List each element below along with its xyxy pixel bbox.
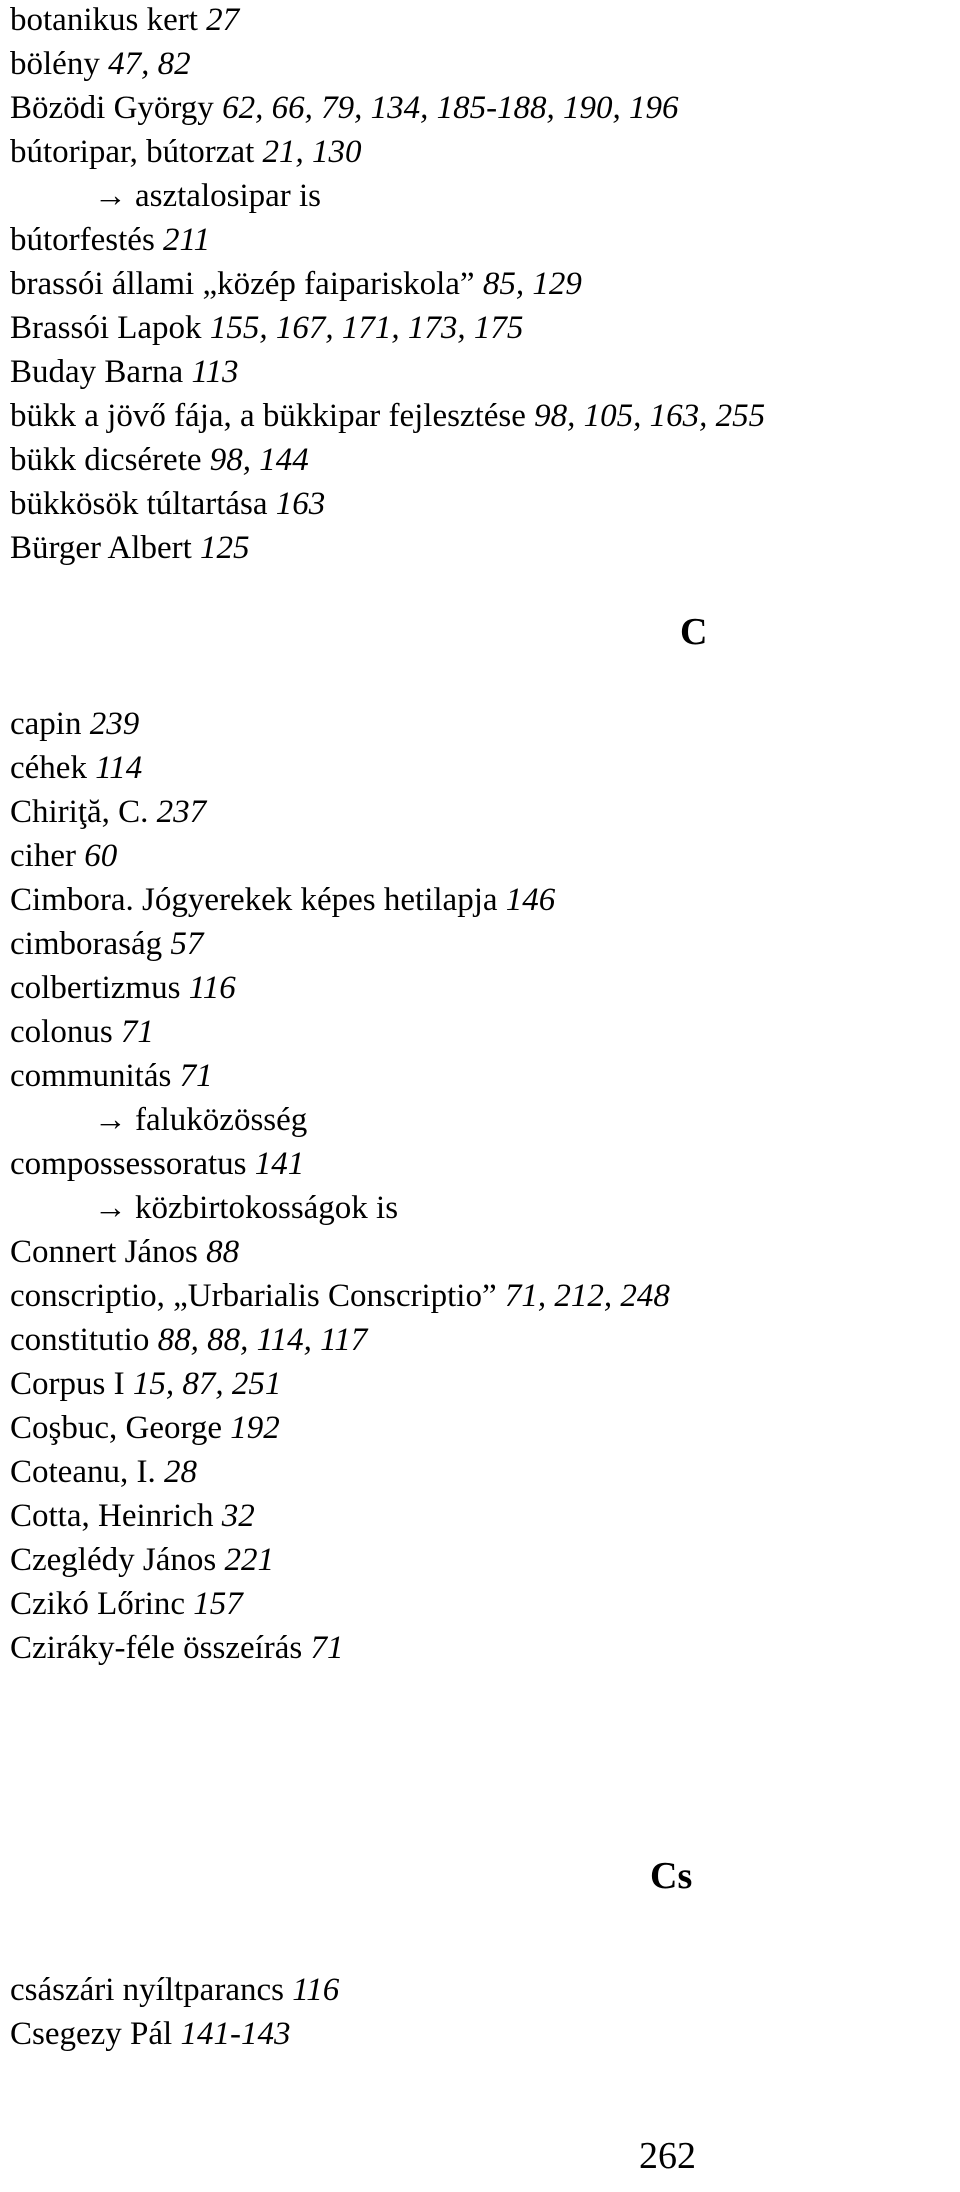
entry-term: Chiriţă, C. [10,794,149,830]
entry-pages: 88, 88, 114, 117 [157,1322,368,1358]
index-entry [10,1364,281,1404]
index-entry [10,924,203,964]
entry-pages: 237 [156,794,207,830]
reference-term: faluközösség [135,1102,308,1138]
entry-term: constitutio [10,1322,150,1358]
entry-pages: 239 [89,706,140,742]
entry-term: cimboraság [10,926,163,962]
index-entry [10,440,309,480]
entry-term: Buday Barna [10,354,184,390]
entry-pages: 71 [179,1058,213,1094]
entry-term: capin [10,706,82,742]
entry-pages: 21, 130 [262,134,362,170]
entry-term: compossessoratus [10,1146,247,1182]
entry-pages: 27 [206,2,240,38]
cross-reference [94,1100,307,1140]
entry-term: császári nyíltparancs [10,1972,284,2008]
section-heading-c: C [680,611,708,653]
section-heading-cs: Cs [650,1855,693,1897]
entry-pages: 114 [95,750,143,786]
index-entry [10,1056,213,1096]
entry-pages: 141-143 [180,2016,291,2052]
entry-term: Csegezy Pál [10,2016,173,2052]
entry-term: brassói állami „közép faipariskola” [10,266,475,302]
index-entry [10,484,325,524]
cross-reference [94,1188,398,1228]
entry-term: Bürger Albert [10,530,192,566]
index-entry [10,1970,339,2010]
entry-pages: 221 [224,1542,274,1578]
cross-reference [94,176,321,216]
entry-term: Coteanu, I. [10,1454,156,1490]
index-entry [10,836,117,876]
entry-term: Czeglédy János [10,1542,217,1578]
index-entry [10,880,555,920]
entry-term: bútoripar, bútorzat [10,134,255,170]
entry-term: bölény [10,46,100,82]
entry-pages: 141 [254,1146,305,1182]
entry-term: conscriptio, „Urbarialis Conscriptio” [10,1278,497,1314]
entry-pages: 71 [310,1630,344,1666]
entry-term: Brassói Lapok [10,310,202,346]
page-number: 262 [639,2135,696,2177]
index-entry [10,1540,274,1580]
entry-term: Cotta, Heinrich [10,1498,214,1534]
entry-term: colbertizmus [10,970,181,1006]
entry-term: Connert János [10,1234,198,1270]
entry-term: Cziráky-féle összeírás [10,1630,303,1666]
index-entry [10,2014,290,2054]
index-entry [10,792,206,832]
index-entry [10,1496,255,1536]
entry-term: céhek [10,750,87,786]
entry-pages: 32 [221,1498,255,1534]
index-entry [10,704,139,744]
entry-pages: 146 [505,882,556,918]
entry-term: bútorfestés [10,222,155,258]
arrow-right-icon: → [94,1190,127,1226]
entry-pages: 211 [163,222,211,258]
entry-term: ciher [10,838,76,874]
entry-pages: 98, 144 [209,442,309,478]
index-entry [10,528,250,568]
index-entry [10,1452,197,1492]
entry-pages: 88 [206,1234,240,1270]
index-entry [10,132,362,172]
entry-term: botanikus kert [10,2,198,38]
entry-term: Corpus I [10,1366,125,1402]
entry-term: bükk dicsérete [10,442,202,478]
index-entry [10,396,765,436]
index-entry [10,1628,344,1668]
entry-pages: 15, 87, 251 [132,1366,282,1402]
entry-pages: 62, 66, 79, 134, 185-188, 190, 196 [222,90,679,126]
entry-term: bükk a jövő fája, a bükkipar fejlesztése [10,398,526,434]
entry-term: Coşbuc, George [10,1410,223,1446]
entry-term: Cimbora. Jógyerekek képes hetilapja [10,882,498,918]
entry-pages: 113 [191,354,239,390]
entry-pages: 71 [120,1014,154,1050]
entry-pages: 116 [292,1972,340,2008]
index-entry [10,264,582,304]
entry-pages: 163 [275,486,326,522]
entry-pages: 125 [200,530,250,566]
reference-term: asztalosipar is [135,178,322,214]
index-entry [10,1320,367,1360]
entry-pages: 57 [170,926,204,962]
index-entry [10,44,191,84]
index-entry [10,220,210,260]
index-entry [10,968,236,1008]
index-entry [10,1012,154,1052]
entry-term: Bözödi György [10,90,214,126]
index-entry [10,1144,304,1184]
index-entry [10,352,239,392]
index-entry [10,1232,239,1272]
entry-pages: 98, 105, 163, 255 [534,398,766,434]
index-entry [10,1276,670,1316]
entry-term: Czikó Lőrinc [10,1586,186,1622]
entry-term: colonus [10,1014,113,1050]
entry-pages: 60 [84,838,118,874]
arrow-right-icon: → [94,1102,127,1138]
reference-term: közbirtokosságok is [135,1190,399,1226]
entry-pages: 28 [163,1454,197,1490]
index-entry [10,0,239,40]
entry-pages: 157 [193,1586,243,1622]
index-entry [10,308,523,348]
arrow-right-icon: → [94,178,127,214]
entry-term: bükkösök túltartása [10,486,268,522]
index-entry [10,88,679,128]
index-entry [10,1408,280,1448]
entry-pages: 71, 212, 248 [504,1278,670,1314]
entry-term: communitás [10,1058,172,1094]
entry-pages: 85, 129 [482,266,582,302]
entry-pages: 47, 82 [108,46,191,82]
index-entry [10,748,142,788]
index-entry [10,1584,243,1624]
entry-pages: 116 [188,970,236,1006]
entry-pages: 192 [230,1410,280,1446]
entry-pages: 155, 167, 171, 173, 175 [209,310,524,346]
